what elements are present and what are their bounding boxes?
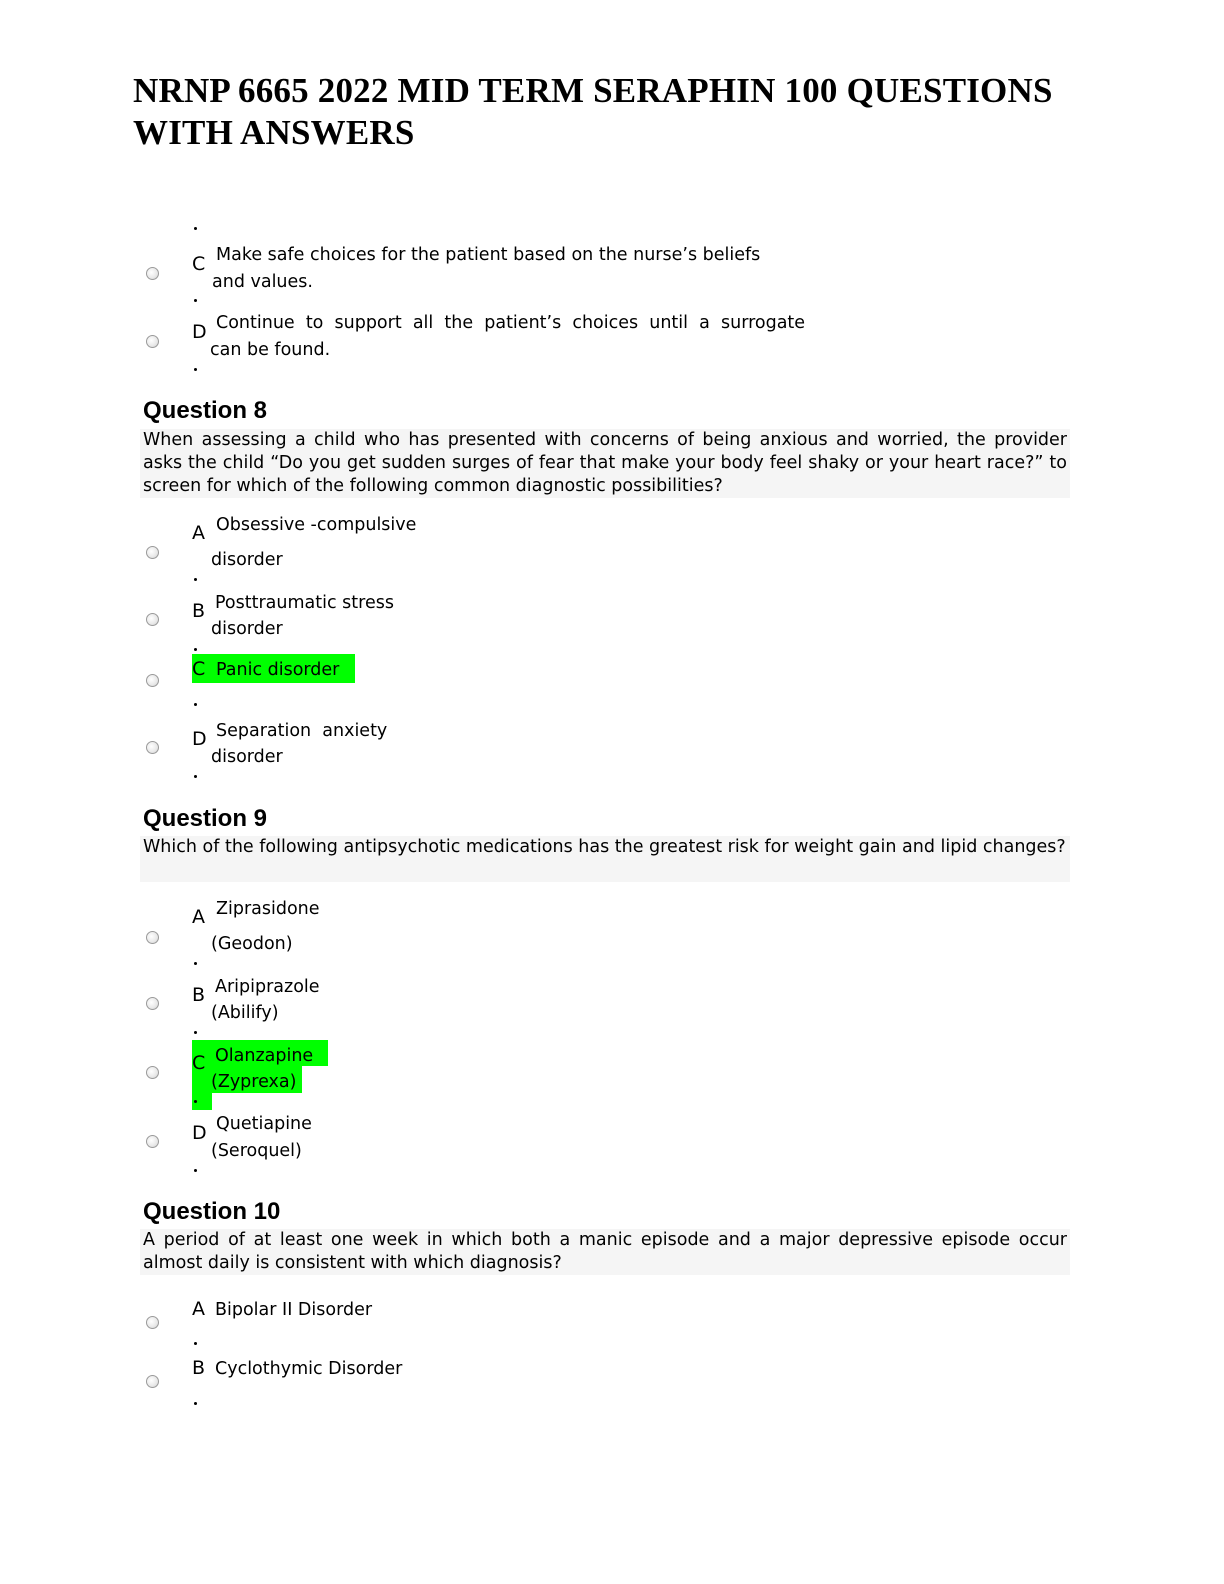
option-text-line2: (Seroquel) [211, 1141, 302, 1161]
option-text: Obsessive -compulsive [216, 515, 417, 535]
option-radio-q9-c[interactable] [146, 1066, 159, 1079]
bullet-dot [194, 775, 197, 778]
option-text: Separation anxiety [216, 721, 388, 741]
option-text: Quetiapine [216, 1114, 312, 1134]
option-letter: B [192, 600, 206, 622]
option-radio-q8-d[interactable] [146, 741, 159, 754]
option-text: Make safe choices for the patient based on the nurse’s beliefs [216, 245, 761, 265]
question-heading: Question 10 [143, 1198, 281, 1225]
option-letter: A [192, 906, 205, 928]
option-text: Continue to support all the patient’s choices until a surrogate [216, 313, 806, 333]
bullet-dot [194, 962, 197, 965]
option-text-correct: Olanzapine [215, 1046, 314, 1066]
option-letter: D [192, 321, 207, 343]
option-text-line2: (Geodon) [211, 934, 293, 954]
bullet-dot [194, 1031, 197, 1034]
bullet-dot [194, 1402, 197, 1405]
option-letter: D [192, 728, 207, 750]
option-radio-q9-d[interactable] [146, 1135, 159, 1148]
option-text-correct: Panic disorder [216, 660, 340, 680]
question-stem: When assessing a child who has presented with concerns of being anxious and worried, the provider asks the child “Do you get sudden surges of fear that make your body feel shaky or your heart race?” to screen for which of the following common diagnostic possibilities? [140, 429, 1070, 498]
option-text: Bipolar II Disorder [215, 1300, 373, 1320]
option-radio-prev-d[interactable] [146, 335, 159, 348]
option-letter: C [192, 253, 206, 275]
document-title: NRNP 6665 2022 MID TERM SERAPHIN 100 QUESTIONS WITH ANSWERS [133, 71, 1053, 152]
option-letter: A [192, 522, 205, 544]
option-text-line2: and values. [212, 272, 313, 292]
option-text: Ziprasidone [216, 899, 320, 919]
option-letter-correct: C [192, 1052, 206, 1074]
option-radio-q8-c[interactable] [146, 674, 159, 687]
option-text-line2: disorder [211, 747, 283, 767]
option-radio-q8-b[interactable] [146, 613, 159, 626]
question-stem: Which of the following antipsychotic medications has the greatest risk for weight gain and lipid changes? [140, 836, 1070, 882]
option-radio-q10-b[interactable] [146, 1375, 159, 1388]
option-text: Posttraumatic stress [215, 593, 394, 613]
question-heading: Question 8 [143, 397, 268, 424]
option-radio-q9-b[interactable] [146, 997, 159, 1010]
option-text-line2: disorder [211, 550, 283, 570]
bullet-dot [194, 703, 197, 706]
option-letter-correct: C [192, 658, 206, 680]
bullet-dot [194, 368, 197, 371]
bullet-dot [194, 578, 197, 581]
question-heading: Question 9 [143, 805, 268, 832]
bullet-dot [194, 227, 197, 230]
option-letter: A [192, 1298, 205, 1320]
option-letter: B [192, 1357, 206, 1379]
option-radio-q9-a[interactable] [146, 931, 159, 944]
option-text: Aripiprazole [215, 977, 320, 997]
option-text-line2: disorder [211, 619, 283, 639]
bullet-dot [194, 1342, 197, 1345]
option-letter: B [192, 984, 206, 1006]
option-text: Cyclothymic Disorder [215, 1359, 403, 1379]
option-letter: D [192, 1122, 207, 1144]
option-text-correct-line2: (Zyprexa) [211, 1072, 297, 1092]
option-radio-prev-c[interactable] [146, 267, 159, 280]
option-text-line2: (Abilify) [211, 1003, 279, 1023]
question-stem: A period of at least one week in which both a manic episode and a major depressive episode occur almost daily is consistent with which diagnosis? [140, 1229, 1070, 1275]
bullet-dot [194, 299, 197, 302]
bullet-dot [194, 1169, 197, 1172]
bullet-dot [194, 1100, 197, 1103]
option-radio-q8-a[interactable] [146, 546, 159, 559]
option-radio-q10-a[interactable] [146, 1316, 159, 1329]
option-text-line2: can be found. [210, 340, 331, 360]
bullet-dot [194, 648, 197, 651]
